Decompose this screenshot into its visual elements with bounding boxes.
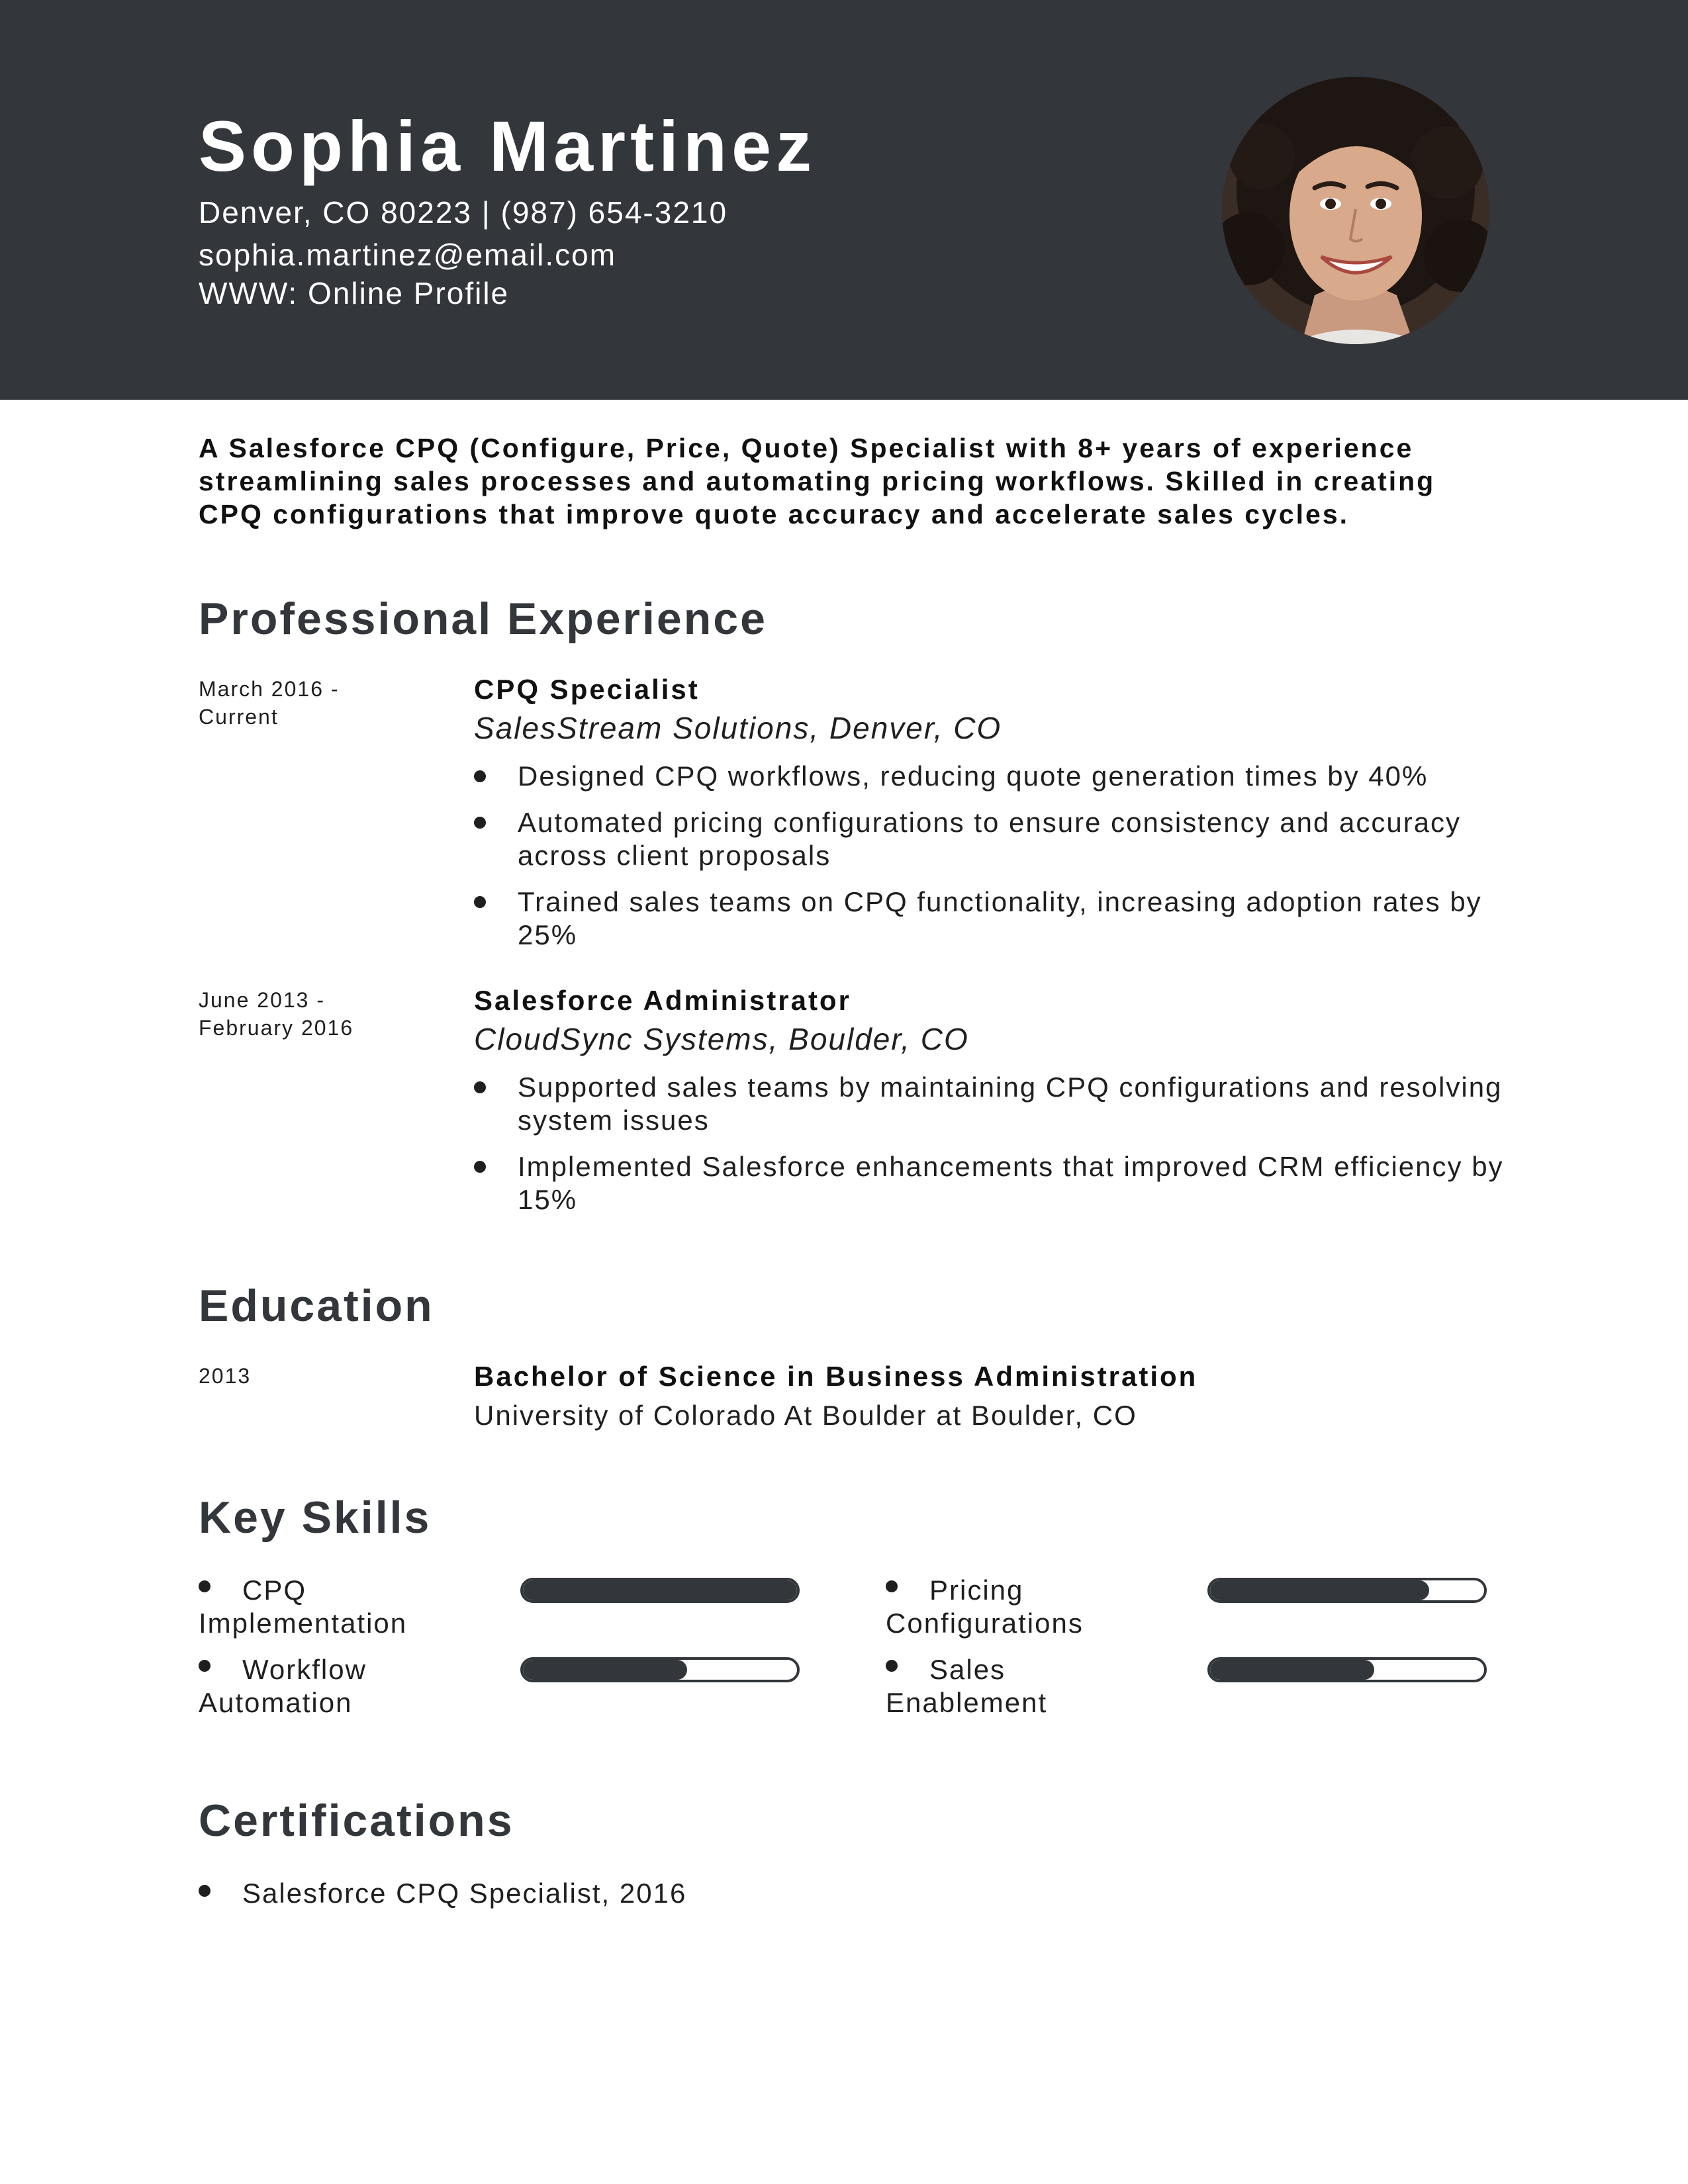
education-degree: Bachelor of Science in Business Administration	[474, 1361, 1198, 1392]
skill-level-bar	[1207, 1657, 1487, 1682]
candidate-name: Sophia Martinez	[199, 106, 817, 186]
job-bullet: Implemented Salesforce enhancements that improved CRM efficiency by 15%	[518, 1151, 1504, 1215]
bullet-dot-icon	[474, 1081, 486, 1093]
skill-label: CPQ Implementation	[199, 1574, 408, 1639]
skills-heading: Key Skills	[199, 1492, 432, 1543]
skill-level-fill	[1210, 1580, 1429, 1600]
email-link[interactable]: sophia.martinez@email.com	[199, 238, 617, 272]
job-bullet: Trained sales teams on CPQ functionality, increasing adoption rates by 25%	[518, 886, 1482, 950]
job-bullet: Supported sales teams by maintaining CPQ configurations and resolving system issues	[518, 1071, 1503, 1136]
education-school: University of Colorado At Boulder at Boulder, CO	[474, 1400, 1137, 1431]
bullet-dot-icon	[199, 1885, 211, 1897]
skill-level-fill	[523, 1660, 687, 1680]
skill-level-bar	[520, 1578, 800, 1603]
job-date-start: March 2016 -	[199, 677, 340, 701]
job-title: Salesforce Administrator	[474, 985, 851, 1016]
profile-photo	[1222, 77, 1489, 344]
experience-heading: Professional Experience	[199, 594, 767, 644]
bullet-dot-icon	[474, 770, 486, 782]
skill-label: Pricing Configurations	[886, 1574, 1084, 1639]
portrait-illustration	[1222, 77, 1489, 344]
skill-level-bar	[1207, 1578, 1487, 1603]
job-bullet: Automated pricing configurations to ensure consistency and accuracy across client proposals	[518, 807, 1462, 871]
professional-summary: A Salesforce CPQ (Configure, Price, Quote) Specialist with 8+ years of experience streamlining sales processes and automating pricing workflows. Skilled in creating CPQ configurations that improve quote accuracy and accelerate sales cycles.	[199, 433, 1436, 529]
job-bullet: Designed CPQ workflows, reducing quote generation times by 40%	[518, 760, 1429, 792]
bullet-dot-icon	[474, 817, 486, 829]
skill-level-bar	[520, 1657, 800, 1682]
job-date-start: June 2013 -	[199, 988, 326, 1012]
job-company: CloudSync Systems, Boulder, CO	[474, 1022, 969, 1056]
bullet-dot-icon	[474, 1161, 486, 1173]
website-link[interactable]: WWW: Online Profile	[199, 276, 510, 310]
skill-label: Sales Enablement	[886, 1654, 1048, 1718]
job-date-end: February 2016	[199, 1016, 354, 1040]
job-company: SalesStream Solutions, Denver, CO	[474, 711, 1002, 745]
job-date	[199, 675, 340, 731]
education-heading: Education	[199, 1281, 434, 1331]
location-phone: Denver, CO 80223 | (987) 654-3210	[199, 195, 728, 230]
skill-label: Workflow Automation	[199, 1654, 367, 1718]
certification-item: Salesforce CPQ Specialist, 2016	[242, 1878, 687, 1909]
bullet-dot-icon	[474, 896, 486, 908]
job-date-end: Current	[199, 705, 279, 729]
skill-level-fill	[1210, 1660, 1374, 1680]
education-year: 2013	[199, 1364, 252, 1388]
job-title: CPQ Specialist	[474, 674, 700, 705]
certifications-heading: Certifications	[199, 1796, 514, 1846]
job-date	[199, 986, 353, 1042]
resume-header	[0, 0, 1688, 400]
skill-level-fill	[523, 1580, 797, 1600]
